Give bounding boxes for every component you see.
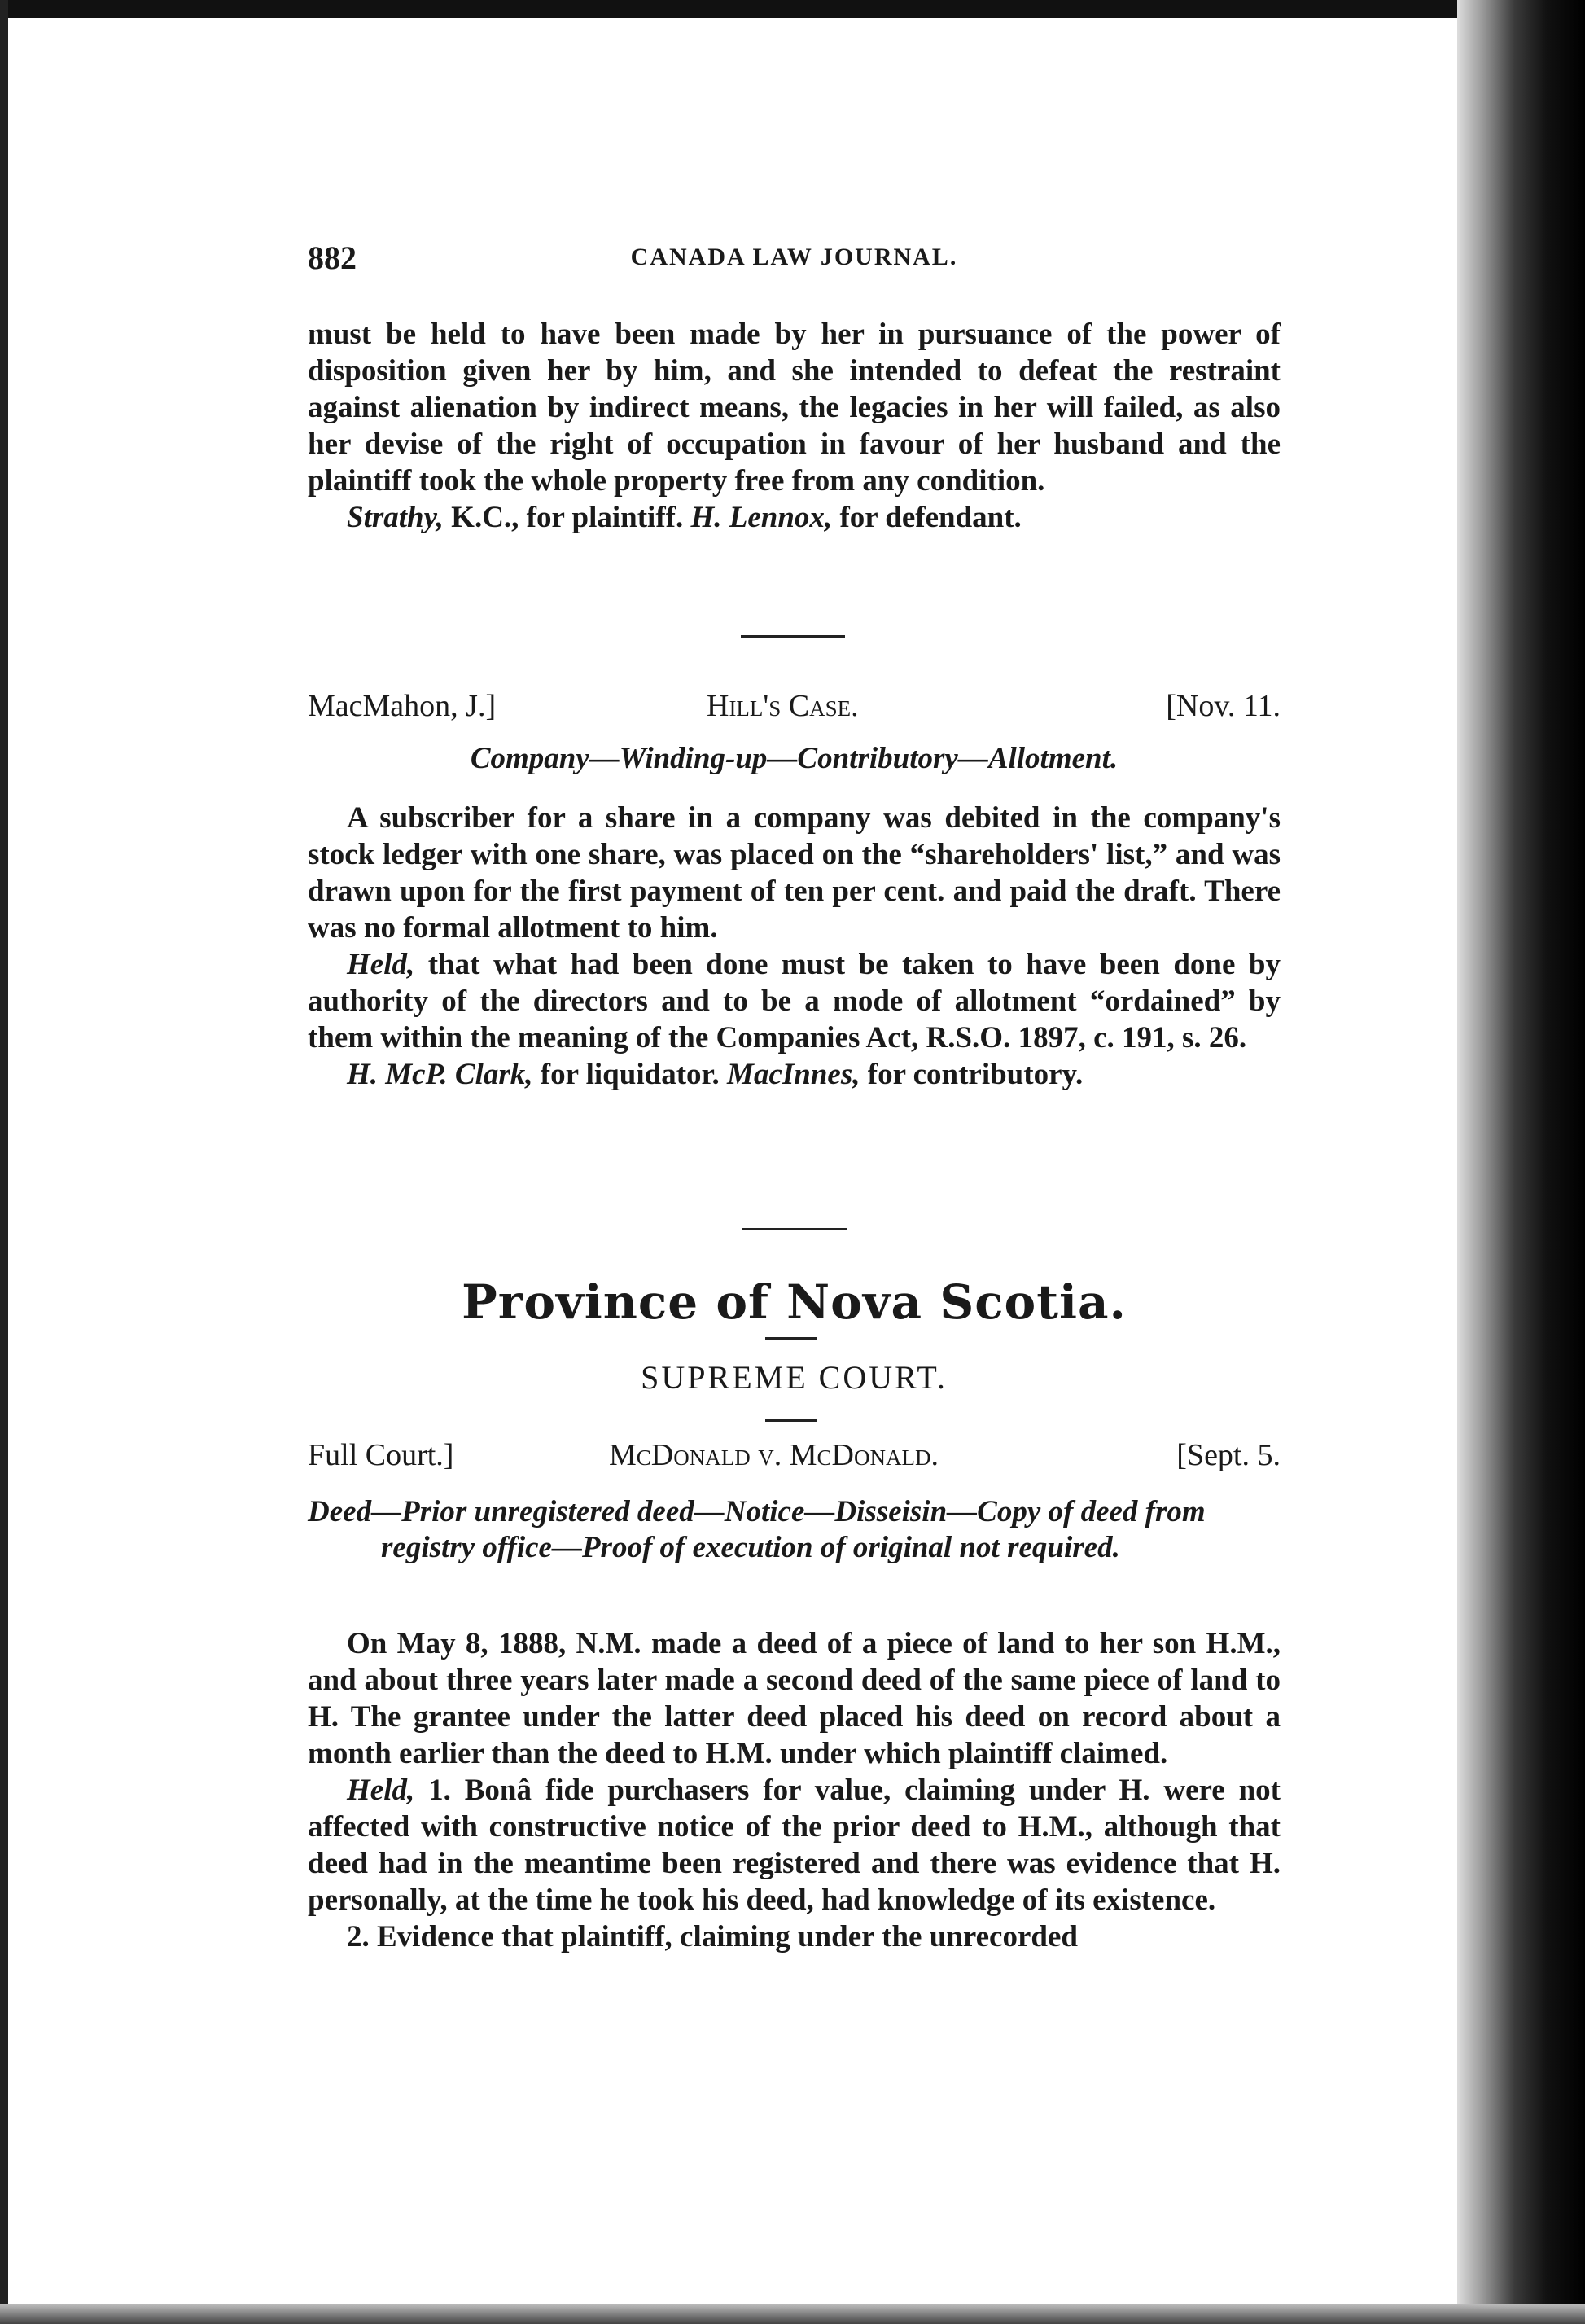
province-heading: Province of Nova Scotia. xyxy=(462,1274,1127,1330)
court-name: Full Court.] xyxy=(308,1438,454,1472)
judge: MacMahon, J.] xyxy=(308,689,497,723)
case-counsel xyxy=(308,1056,1281,1093)
case-header-mcdonald xyxy=(308,1437,1281,1476)
section-divider xyxy=(742,1228,847,1230)
section-divider xyxy=(741,635,845,638)
scan-top-edge xyxy=(0,0,1585,18)
held-label: Held, xyxy=(347,1774,415,1807)
previous-case-counsel xyxy=(308,499,1281,536)
page-number: 882 xyxy=(308,239,357,276)
court-heading: SUPREME COURT. xyxy=(641,1359,948,1396)
heading-rule xyxy=(765,1337,817,1340)
case-paragraph: 2. Evidence that plaintiff, claiming under the unrecorded xyxy=(347,1920,1078,1953)
case-paragraph: A subscriber for a share in a company was debited in the company's stock ledger with one share, was placed on the “shareholders' list,” and was drawn upon for the first payment of ten per cent. and paid the draft. There was no formal allotment to him. xyxy=(308,801,1281,945)
catchwords: Deed—Prior unregistered deed—Notice—Disseisin—Copy of deed from registry office—Proof of execution of original not required. xyxy=(308,1495,1206,1564)
counsel-role: for contributory. xyxy=(860,1058,1084,1091)
counsel-name: H. McP. Clark, xyxy=(347,1058,533,1091)
case-title: McDonald v. McDonald. xyxy=(609,1438,939,1472)
counsel-name: H. Lennox, xyxy=(690,501,833,534)
journal-title: CANADA LAW JOURNAL. xyxy=(630,243,958,270)
case-date: [Nov. 11. xyxy=(1166,689,1281,723)
counsel-role: for defendant. xyxy=(832,501,1022,534)
case-header-hill xyxy=(308,688,1281,727)
counsel-role: K.C., for plaintiff. xyxy=(443,501,691,534)
holding-paragraph xyxy=(308,946,1281,1056)
scan-binding-shadow xyxy=(1457,0,1585,2324)
hill-case-body xyxy=(308,800,1281,1093)
mcdonald-case-body xyxy=(308,1625,1281,1955)
counsel-name: Strathy, xyxy=(347,501,444,534)
held-label: Held, xyxy=(347,948,415,981)
case-date: [Sept. 5. xyxy=(1176,1438,1281,1472)
holding-paragraph xyxy=(308,1772,1281,1918)
counsel-name: MacInnes, xyxy=(727,1058,860,1091)
previous-case-text: must be held to have been made by her in pursuance of the power of disposition given her by him, and she intended to defeat the restraint against alienation by indirect means, the legacies in her will failed, as also her devise of the right of occupation in favour of her husband and the plaintiff took the whole property free from any condition. xyxy=(308,318,1281,498)
scan-left-edge xyxy=(0,0,8,2324)
holding-text: that what had been done must be taken to have been done by authority of the directors and to be a mode of allotment “ordained” by them within the meaning of the Companies Act, R.S.O. 1897, c. 191, s. 26. xyxy=(308,948,1281,1055)
holding-text: 1. Bonâ fide purchasers for value, claiming under H. were not affected with constructive notice of the prior deed to H.M., although that deed had in the meantime been registered and there was evidence that H. personally, at the time he took his deed, had knowledge of its existence. xyxy=(308,1774,1281,1917)
catchwords: Company—Winding-up—Contributory—Allotment. xyxy=(470,742,1119,775)
scan-bottom-edge xyxy=(0,2304,1585,2324)
running-head xyxy=(308,239,1281,279)
previous-case-conclusion xyxy=(308,316,1281,536)
counsel-role: for liquidator. xyxy=(532,1058,728,1091)
case-title: Hill's Case. xyxy=(707,689,859,723)
heading-rule xyxy=(765,1419,817,1422)
case-paragraph: On May 8, 1888, N.M. made a deed of a piece of land to her son H.M., and about three years later made a second deed of the same piece of land to H. The grantee under the latter deed placed his deed on record about a month earlier than the deed to H.M. under which plaintiff claimed. xyxy=(308,1627,1281,1770)
